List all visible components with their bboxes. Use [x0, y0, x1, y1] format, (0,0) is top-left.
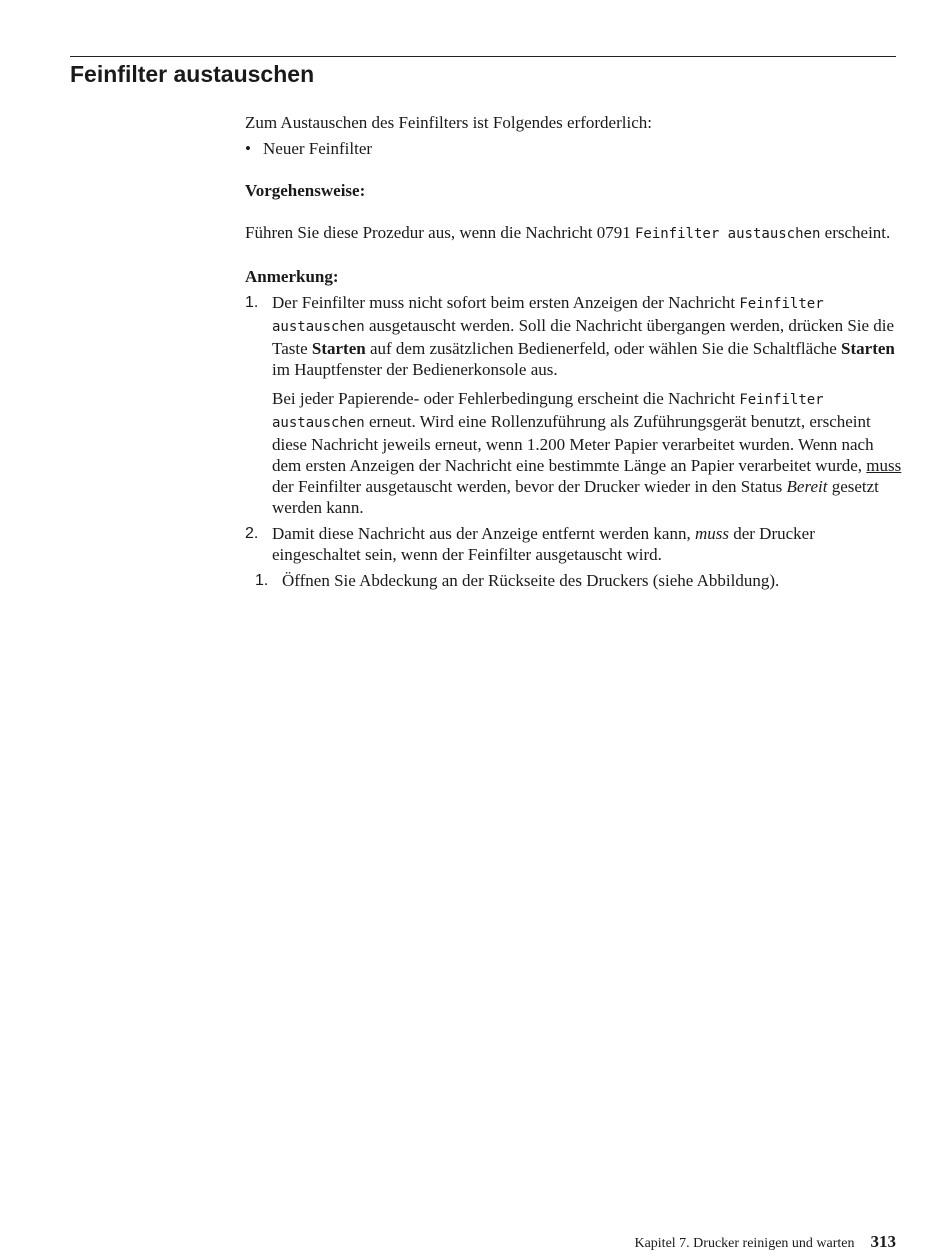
chapter-title: Kapitel 7. Drucker reinigen und warten — [634, 1236, 855, 1251]
note-paragraph: Der Feinfilter muss nicht sofort beim ersten Anzeigen der Nachricht Feinfilter austauschen ausgetauscht werden. Soll die Nachricht übergangen werden, drücken Sie die Taste Starten auf dem zusätzlichen Bedienerfeld, oder wählen Sie die Schaltfläche Starten im Hauptfenster der Bedienerkonsole aus. — [272, 293, 895, 379]
procedure-text: Führen Sie diese Prozedur aus, wenn die Nachricht 0791 Feinfilter austauschen erscheint. — [245, 223, 891, 242]
page-title: Feinfilter austauschen — [70, 61, 315, 87]
note-number: 1. — [245, 294, 259, 311]
step-text: Öffnen Sie Abdeckung an der Rückseite des Druckers (siehe Abbildung). — [282, 571, 780, 590]
intro-text: Zum Austauschen des Feinfilters ist Folgendes erforderlich: — [245, 113, 652, 132]
note-heading: Anmerkung: — [245, 267, 339, 286]
page-number: 313 — [870, 1232, 896, 1251]
requirement-item — [245, 138, 905, 159]
step-item — [255, 570, 905, 591]
main-content — [245, 112, 905, 591]
step-number: 1. — [255, 572, 269, 589]
note-number: 2. — [245, 525, 259, 542]
note-paragraph: Damit diese Nachricht aus der Anzeige entfernt werden kann, muss der Drucker eingeschaltet sein, wenn der Feinfilter ausgetauscht wird. — [272, 524, 815, 564]
page-footer — [634, 1232, 896, 1254]
requirement-label: Neuer Feinfilter — [263, 139, 373, 158]
message-code: Feinfilter austauschen — [272, 392, 824, 431]
bullet-icon: • — [245, 139, 251, 158]
note-list — [245, 292, 905, 565]
message-code: Feinfilter austauschen — [634, 226, 821, 242]
note-item — [245, 292, 905, 518]
header-rule — [70, 56, 896, 57]
note-item — [245, 523, 905, 565]
procedure-heading: Vorgehensweise: — [245, 181, 366, 200]
note-paragraph: Bei jeder Papierende- oder Fehlerbedingung erscheint die Nachricht Feinfilter austauschen erneut. Wird eine Rollenzuführung als Zuführungsgerät benutzt, erscheint diese Nachricht jeweils erneut, wenn 1.200 Meter Papier verarbeitet wurden. Wenn nach dem ersten Anzeigen der Nachricht eine bestimmte Länge an Papier verarbeitet wurde, muss der Feinfilter ausgetauscht werden, bevor der Drucker wieder in den Status Bereit gesetzt werden kann. — [272, 389, 902, 517]
message-code: Feinfilter austauschen — [272, 296, 824, 335]
